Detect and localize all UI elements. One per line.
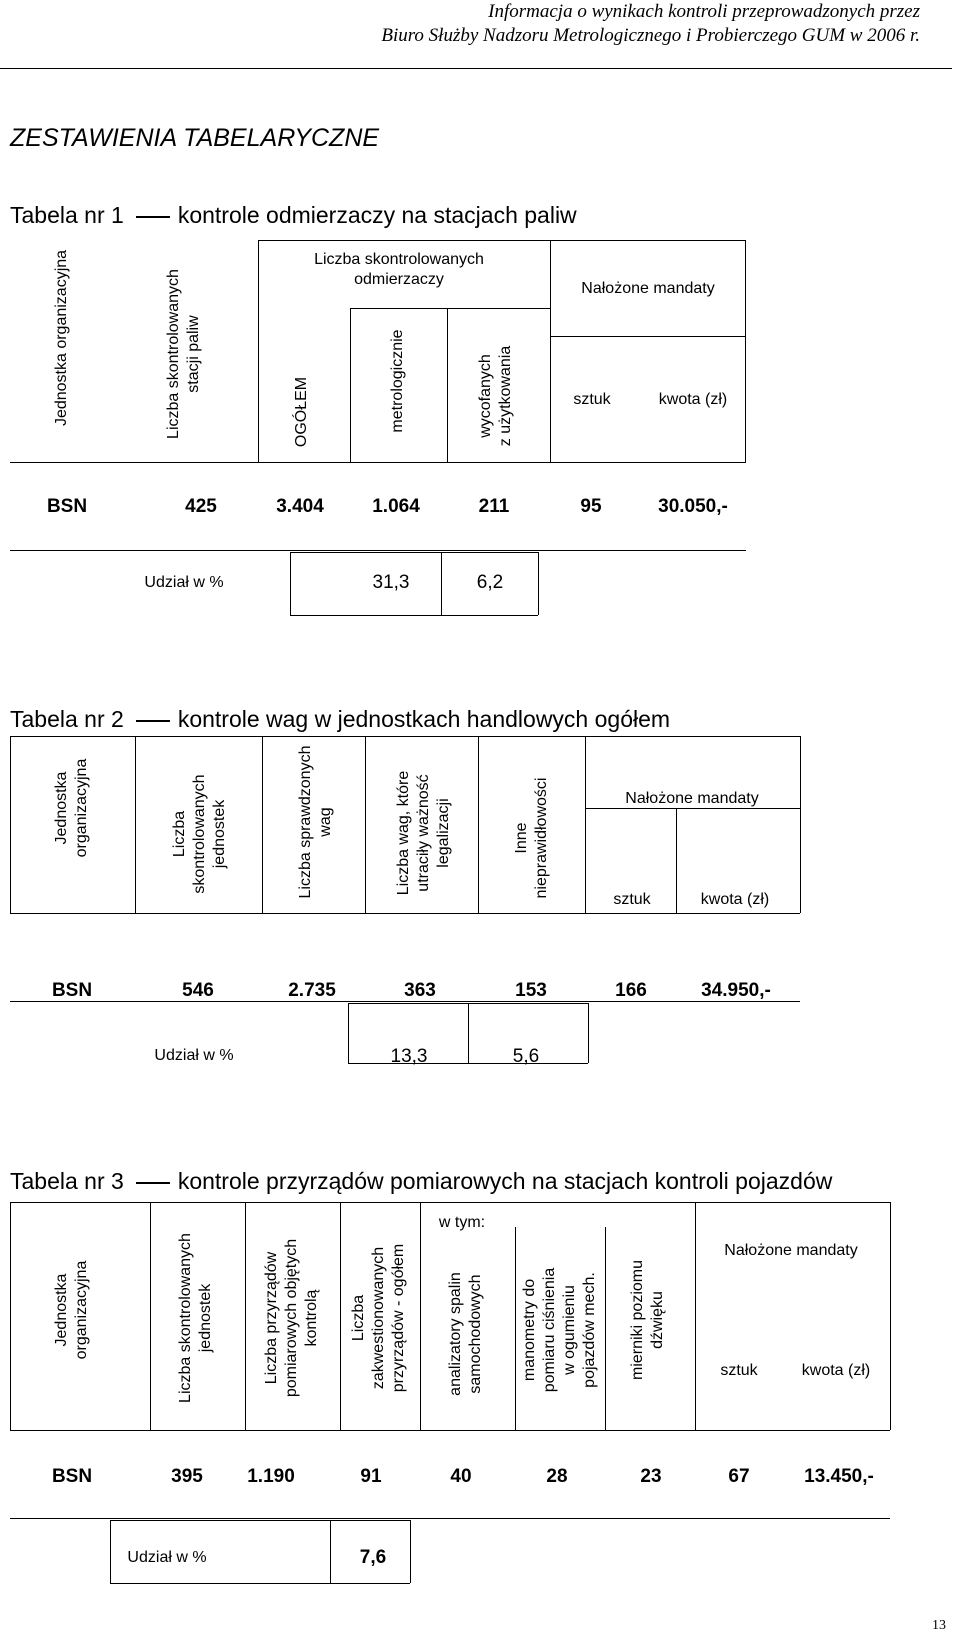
t3-cell-sound-meters: 23: [640, 1466, 662, 1487]
t2-share-value-1: 13,3: [390, 1046, 428, 1067]
t1-share-label: Udział w %: [144, 574, 224, 591]
running-header-line2: Biuro Służby Nadzoru Metrologicznego i Probierczego GUM w 2006 r.: [381, 25, 920, 46]
table3-caption: [10, 1168, 832, 1195]
t1-cell-metrological: 1.064: [372, 496, 420, 517]
t2-cell-units-checked: 546: [182, 980, 214, 1001]
t3-header-including: w tym:: [438, 1214, 486, 1231]
t1-cell-withdrawn: 211: [478, 496, 510, 517]
t1-cell-total: 3.404: [276, 496, 324, 517]
section-title: ZESTAWIENIA TABELARYCZNE: [10, 124, 380, 152]
table2-number: Tabela nr 2: [10, 706, 124, 732]
table3-title: kontrole przyrządów pomiarowych na stacjach kontroli pojazdów: [177, 1168, 833, 1194]
t1-header-pieces: sztuk: [573, 391, 611, 408]
t3-share-label: Udział w %: [127, 1549, 207, 1566]
t1-share-value-2: 6,2: [476, 572, 504, 593]
t2-header-fines: Nałożone mandaty: [625, 790, 759, 807]
t1-header-group: Liczba skontrolowanych odmierzaczy: [314, 251, 484, 288]
t3-cell-analyzers: 40: [450, 1466, 472, 1487]
table2-title: kontrole wag w jednostkach handlowych ogółem: [177, 706, 671, 732]
t1-header-amount: kwota (zł): [658, 391, 728, 408]
t2-share-label: Udział w %: [154, 1047, 234, 1064]
t1-cell-pieces: 95: [580, 496, 602, 517]
table1-caption: [10, 202, 577, 229]
t3-cell-unit: BSN: [51, 1466, 93, 1487]
t3-cell-amount: 13.450,-: [804, 1466, 874, 1487]
header-rule: [0, 68, 952, 69]
t3-header-pieces: sztuk: [720, 1362, 758, 1379]
t2-cell-expired: 363: [404, 980, 436, 1001]
table2-caption: [10, 706, 670, 733]
t1-share-value-1: 31,3: [372, 572, 410, 593]
running-header-line1: Informacja o wynikach kontroli przeprowadzonych przez: [488, 1, 920, 22]
t2-header-pieces: sztuk: [613, 891, 651, 908]
t3-cell-pieces: 67: [728, 1466, 750, 1487]
t2-cell-unit: BSN: [51, 980, 93, 1001]
t2-cell-pieces: 166: [615, 980, 647, 1001]
t3-header-amount: kwota (zł): [801, 1362, 871, 1379]
t1-cell-amount: 30.050,-: [658, 496, 728, 517]
t1-cell-stations: 425: [185, 496, 217, 517]
t2-share-value-2: 5,6: [512, 1046, 540, 1067]
t3-header-fines: Nałożone mandaty: [724, 1242, 858, 1259]
t1-cell-unit: BSN: [46, 496, 88, 517]
t3-share-value-1: 7,6: [359, 1547, 387, 1568]
t2-cell-amount: 34.950,-: [701, 980, 771, 1001]
page-number: 13: [932, 1618, 946, 1633]
table1-number: Tabela nr 1: [10, 202, 124, 228]
table3-number: Tabela nr 3: [10, 1168, 124, 1194]
t2-cell-other: 153: [515, 980, 547, 1001]
t3-cell-instruments: 1.190: [247, 1466, 295, 1487]
t2-cell-scales-checked: 2.735: [288, 980, 336, 1001]
t3-cell-units-checked: 395: [171, 1466, 203, 1487]
t3-cell-questioned: 91: [360, 1466, 382, 1487]
table1-title: kontrole odmierzaczy na stacjach paliw: [177, 202, 577, 228]
t1-header-fines: Nałożone mandaty: [581, 280, 715, 297]
t2-header-amount: kwota (zł): [700, 891, 770, 908]
t3-cell-manometers: 28: [546, 1466, 568, 1487]
